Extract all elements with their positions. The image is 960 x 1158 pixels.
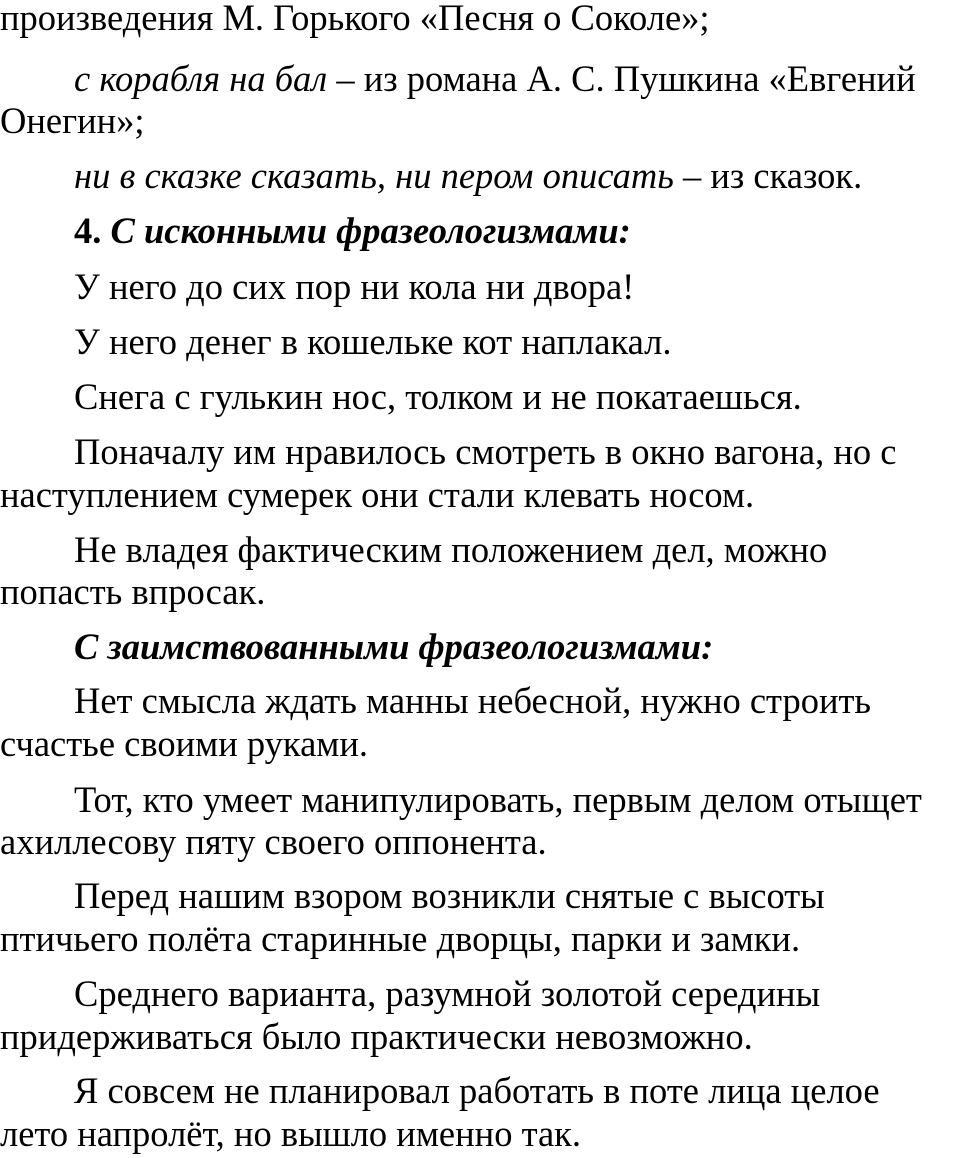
example-sentence-cont: птичьего полёта старинные дворцы, парки и замки. xyxy=(0,918,801,959)
example-sentence: Среднего варианта, разумной золотой середины xyxy=(74,973,821,1014)
phraseologism: с корабля на бал xyxy=(74,58,328,99)
example-sentence: Тот, кто умеет манипулировать, первым делом отыщет xyxy=(74,779,922,820)
example-sentence-cont: счастье своими руками. xyxy=(0,723,369,764)
example-sentence: У него до сих пор ни кола ни двора! xyxy=(74,266,635,307)
source-text: – из романа А. С. Пушкина «Евгений xyxy=(327,58,916,99)
example-sentence: У него денег в кошельке кот наплакал. xyxy=(74,321,672,362)
example-sentence: Нет смысла ждать манны небесной, нужно строить xyxy=(74,680,872,721)
section-heading: С заимствованными фразеологизмами: xyxy=(74,626,714,667)
section-title: С исконными фразеологизмами: xyxy=(110,210,631,251)
paragraph-line: произведения М. Горького «Песня о Соколе»; xyxy=(0,0,710,38)
example-sentence-cont: наступлением сумерек они стали клевать носом. xyxy=(0,474,755,515)
paragraph-line xyxy=(74,55,916,103)
section-number: 4. xyxy=(74,210,111,251)
example-sentence-cont: лето напролёт, но вышло именно так. xyxy=(0,1113,582,1154)
example-sentence-cont: ахиллесову пяту своего оппонента. xyxy=(0,821,547,862)
example-sentence: Я совсем не планировал работать в поте лица целое xyxy=(74,1070,880,1111)
example-sentence: Снега с гулькин нос, толком и не покатаешься. xyxy=(74,376,802,417)
paragraph-line xyxy=(74,152,862,200)
section-heading xyxy=(74,207,631,255)
phraseologism: ни в сказке сказать, ни пером описать xyxy=(74,155,674,196)
example-sentence-cont: попасть впросак. xyxy=(0,571,266,612)
example-sentence: Поначалу им нравилось смотреть в окно вагона, но с xyxy=(74,431,897,472)
paragraph-line: Онегин»; xyxy=(0,100,145,141)
example-sentence: Не владея фактическим положением дел, можно xyxy=(74,529,828,570)
source-text: – из сказок. xyxy=(673,155,863,196)
example-sentence-cont: придерживаться было практически невозможно. xyxy=(0,1016,753,1057)
example-sentence: Перед нашим взором возникли снятые с высоты xyxy=(74,875,825,916)
